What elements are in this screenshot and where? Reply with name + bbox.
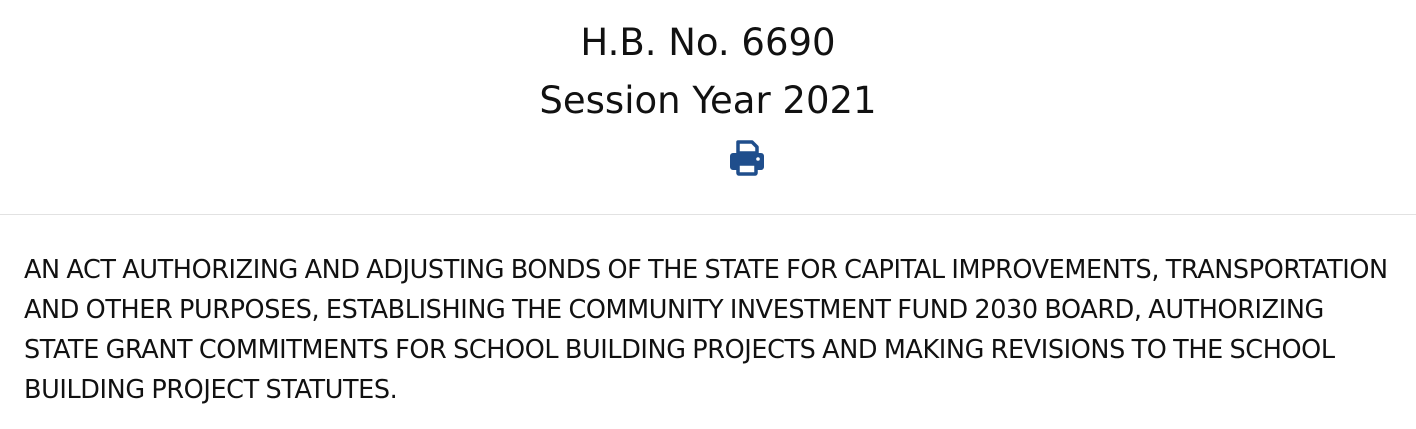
session-year-heading: Session Year 2021: [539, 79, 877, 122]
print-button[interactable]: [726, 138, 768, 178]
bill-title: AN ACT AUTHORIZING AND ADJUSTING BONDS OF THE STATE FOR CAPITAL IMPROVEMENTS, TRANSPORTATION AND OTHER PURPOSES, ESTABLISHING THE COMMUNITY INVESTMENT FUND 2030 BOARD, AUTHORIZING STATE GRANT COMMITMENTS FOR SCHOOL BUILDING PROJECTS AND MAKING REVISIONS TO THE SCHOOL BUILDING PROJECT STATUTES.: [24, 255, 1388, 405]
header-divider: [0, 214, 1416, 215]
bill-number-heading: H.B. No. 6690: [580, 21, 836, 64]
printer-icon: [727, 140, 767, 176]
